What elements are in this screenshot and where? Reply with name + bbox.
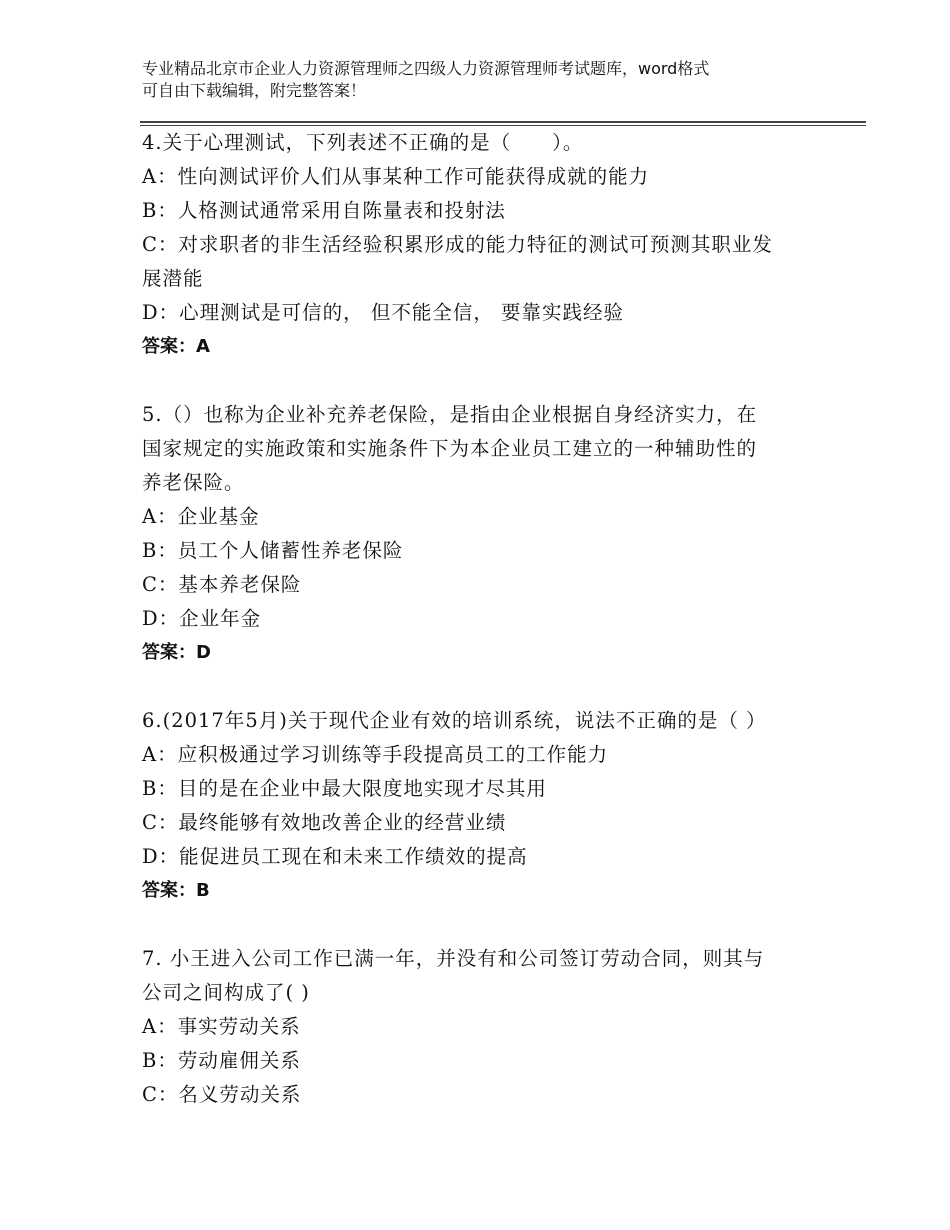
answer-key-label: 答案：	[142, 880, 196, 901]
answer-option: A：事实劳动关系	[142, 1015, 301, 1038]
answer-option: D：企业年金	[142, 607, 262, 630]
question-stem: 公司之间构成了( )	[142, 981, 310, 1004]
question-block	[142, 942, 842, 1112]
answer-option: C：名义劳动关系	[142, 1083, 302, 1106]
answer-option: B：人格测试通常采用自陈量表和投射法	[142, 199, 506, 222]
document-header	[142, 58, 822, 102]
answer-key-value: B	[196, 880, 210, 901]
answer-option: B：目的是在企业中最大限度地实现才尽其用	[142, 777, 547, 800]
answer-option: A：应积极通过学习训练等手段提高员工的工作能力	[142, 743, 609, 766]
answer-option: C：最终能够有效地改善企业的经营业绩	[142, 811, 507, 834]
answer-option: B：劳动雇佣关系	[142, 1049, 301, 1072]
answer-key-value: D	[196, 642, 211, 663]
answer-option: 展潜能	[142, 267, 204, 290]
question-stem: 5.（）也称为企业补充养老保险，是指由企业根据自身经济实力，在	[142, 403, 758, 426]
header-divider-thick	[140, 121, 866, 123]
answer-key	[142, 636, 842, 670]
question-stem: 4.关于心理测试，下列表述不正确的是（ ）。	[142, 131, 584, 154]
answer-key-label: 答案：	[142, 642, 196, 663]
header-line-1: 专业精品北京市企业人力资源管理师之四级人力资源管理师考试题库，word格式	[142, 59, 710, 78]
question-list	[142, 126, 842, 1112]
header-line-2: 可自由下载编辑，附完整答案！	[142, 81, 367, 100]
question-block	[142, 126, 842, 364]
question-spacer	[142, 908, 842, 942]
question-stem: 7. 小王进入公司工作已满一年，并没有和公司签订劳动合同，则其与	[142, 947, 765, 970]
answer-option: C：对求职者的非生活经验积累形成的能力特征的测试可预测其职业发	[142, 233, 773, 256]
answer-option: A：企业基金	[142, 505, 260, 528]
answer-option: A：性向测试评价人们从事某种工作可能获得成就的能力	[142, 165, 650, 188]
answer-key-value: A	[196, 336, 210, 357]
answer-option: B：员工个人储蓄性养老保险	[142, 539, 404, 562]
question-stem: 养老保险。	[142, 471, 245, 494]
question-block	[142, 398, 842, 670]
question-stem: 国家规定的实施政策和实施条件下为本企业员工建立的一种辅助性的	[142, 437, 758, 460]
answer-key	[142, 330, 842, 364]
answer-key-label: 答案：	[142, 336, 196, 357]
question-spacer	[142, 364, 842, 398]
answer-option: D：能促进员工现在和未来工作绩效的提高	[142, 845, 528, 868]
question-spacer	[142, 670, 842, 704]
question-block	[142, 704, 842, 908]
answer-option: D：心理测试是可信的， 但不能全信， 要靠实践经验	[142, 301, 625, 324]
question-stem: 6.(2017年5月)关于现代企业有效的培训系统，说法不正确的是（ ）	[142, 709, 767, 732]
answer-key	[142, 874, 842, 908]
answer-option: C：基本养老保险	[142, 573, 302, 596]
